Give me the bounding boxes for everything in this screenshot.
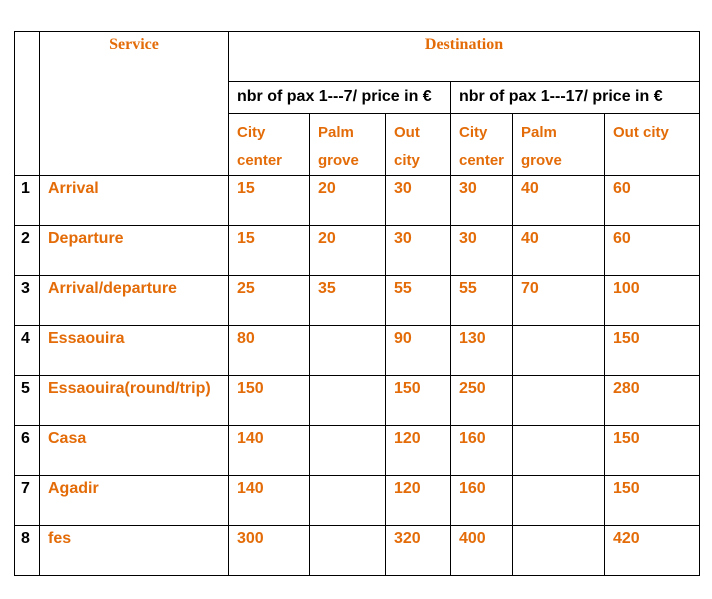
column-header-line: Out city [613, 124, 669, 141]
service-name: Essaouira [40, 326, 229, 376]
pax-group-1-header: nbr of pax 1---7/ price in € [229, 82, 451, 114]
price-cell: 15 [229, 176, 310, 226]
price-cell: 280 [605, 376, 700, 426]
price-cell: 250 [451, 376, 513, 426]
column-header-line: grove [521, 152, 562, 169]
price-cell: 30 [386, 226, 451, 276]
service-name: Agadir [40, 476, 229, 526]
price-cell: 400 [451, 526, 513, 576]
price-cell: 40 [513, 226, 605, 276]
column-header-line: center [459, 152, 505, 169]
column-header-line: City [237, 124, 266, 141]
price-cell [310, 376, 386, 426]
column-header-line: center [237, 152, 283, 169]
price-cell: 120 [386, 426, 451, 476]
row-number: 1 [15, 176, 40, 226]
column-header [310, 114, 386, 176]
price-cell: 150 [229, 376, 310, 426]
service-name: Essaouira(round/trip) [40, 376, 229, 426]
price-cell: 120 [386, 476, 451, 526]
price-cell: 150 [605, 326, 700, 376]
price-cell: 30 [386, 176, 451, 226]
price-cell: 40 [513, 176, 605, 226]
column-header-line: city [394, 152, 420, 169]
row-number: 7 [15, 476, 40, 526]
price-cell: 100 [605, 276, 700, 326]
price-cell: 15 [229, 226, 310, 276]
price-cell: 55 [386, 276, 451, 326]
price-cell: 130 [451, 326, 513, 376]
price-cell: 300 [229, 526, 310, 576]
price-cell: 320 [386, 526, 451, 576]
table-row [15, 326, 700, 376]
index-header-cell [15, 32, 40, 176]
price-cell: 80 [229, 326, 310, 376]
service-name: Departure [40, 226, 229, 276]
table-row [15, 176, 700, 226]
price-cell: 30 [451, 226, 513, 276]
price-cell [310, 526, 386, 576]
price-cell: 20 [310, 226, 386, 276]
price-cell: 70 [513, 276, 605, 326]
price-cell: 55 [451, 276, 513, 326]
column-header-line: Palm [521, 124, 557, 141]
price-cell: 90 [386, 326, 451, 376]
service-header: Service [40, 32, 229, 176]
price-cell: 60 [605, 226, 700, 276]
price-cell: 150 [605, 476, 700, 526]
price-cell: 25 [229, 276, 310, 326]
column-header [451, 114, 513, 176]
row-number: 8 [15, 526, 40, 576]
table-row [15, 376, 700, 426]
price-cell: 150 [605, 426, 700, 476]
row-number: 2 [15, 226, 40, 276]
table-row [15, 276, 700, 326]
price-cell: 30 [451, 176, 513, 226]
destination-header: Destination [229, 32, 700, 82]
price-cell: 140 [229, 476, 310, 526]
price-cell: 20 [310, 176, 386, 226]
price-table [14, 31, 700, 576]
row-number: 4 [15, 326, 40, 376]
pax-group-2-header: nbr of pax 1---17/ price in € [451, 82, 700, 114]
service-name: fes [40, 526, 229, 576]
column-header-line: grove [318, 152, 359, 169]
price-cell: 60 [605, 176, 700, 226]
price-cell [513, 476, 605, 526]
price-cell [310, 426, 386, 476]
table-row [15, 226, 700, 276]
price-cell: 160 [451, 426, 513, 476]
service-name: Casa [40, 426, 229, 476]
price-cell: 420 [605, 526, 700, 576]
column-header [229, 114, 310, 176]
column-header [386, 114, 451, 176]
price-cell: 150 [386, 376, 451, 426]
table-row [15, 476, 700, 526]
price-cell [513, 326, 605, 376]
price-cell [513, 526, 605, 576]
service-name: Arrival [40, 176, 229, 226]
column-header [513, 114, 605, 176]
price-cell [513, 376, 605, 426]
row-number: 3 [15, 276, 40, 326]
column-header-line: City [459, 124, 488, 141]
row-number: 5 [15, 376, 40, 426]
table-row [15, 426, 700, 476]
price-cell: 35 [310, 276, 386, 326]
column-header-line: Palm [318, 124, 354, 141]
price-cell [310, 326, 386, 376]
service-name: Arrival/departure [40, 276, 229, 326]
price-cell: 160 [451, 476, 513, 526]
price-cell: 140 [229, 426, 310, 476]
column-header [605, 114, 700, 176]
row-number: 6 [15, 426, 40, 476]
price-cell [513, 426, 605, 476]
column-header-line: Out [394, 124, 420, 141]
table-row [15, 526, 700, 576]
price-cell [310, 476, 386, 526]
